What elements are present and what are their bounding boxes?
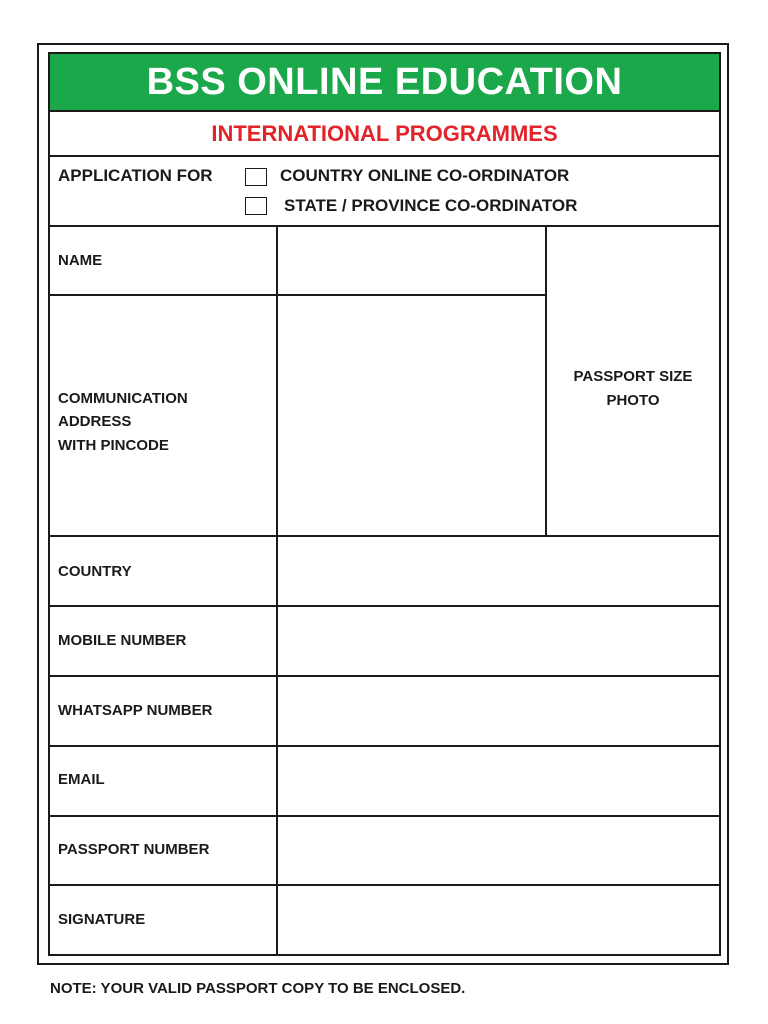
divider xyxy=(50,155,719,157)
subtitle: INTERNATIONAL PROGRAMMES xyxy=(211,121,558,146)
address-field[interactable] xyxy=(278,296,545,535)
name-field[interactable] xyxy=(278,227,545,294)
address-label-line3: WITH PINCODE xyxy=(58,437,169,454)
passport-field[interactable] xyxy=(278,817,719,884)
mobile-field[interactable] xyxy=(278,607,719,675)
address-label-line1: COMMUNICATION xyxy=(58,390,188,407)
address-label-line2: ADDRESS xyxy=(58,413,132,430)
photo-label-line1: PASSPORT SIZE xyxy=(573,368,693,385)
passport-label: PASSPORT NUMBER xyxy=(58,841,210,858)
signature-field[interactable] xyxy=(278,886,719,954)
application-for-label: APPLICATION FOR xyxy=(58,166,213,185)
photo-label xyxy=(547,365,719,413)
name-label: NAME xyxy=(58,252,103,269)
photo-label-line2: PHOTO xyxy=(606,392,660,409)
country-label: COUNTRY xyxy=(58,563,132,580)
state-coordinator-label: STATE / PROVINCE CO-ORDINATOR xyxy=(284,196,578,215)
whatsapp-label: WHATSAPP NUMBER xyxy=(58,702,213,719)
country-field[interactable] xyxy=(278,537,719,605)
state-coordinator-checkbox[interactable] xyxy=(245,197,267,215)
mobile-label: MOBILE NUMBER xyxy=(58,632,187,649)
footer-note: NOTE: YOUR VALID PASSPORT COPY TO BE ENCLOSED. xyxy=(50,980,466,997)
email-label: EMAIL xyxy=(58,771,105,788)
email-field[interactable] xyxy=(278,747,719,815)
country-coordinator-label: COUNTRY ONLINE CO-ORDINATOR xyxy=(280,166,570,185)
country-coordinator-checkbox[interactable] xyxy=(245,168,267,186)
page-title: BSS ONLINE EDUCATION xyxy=(50,54,719,110)
signature-label: SIGNATURE xyxy=(58,911,146,928)
whatsapp-field[interactable] xyxy=(278,677,719,745)
